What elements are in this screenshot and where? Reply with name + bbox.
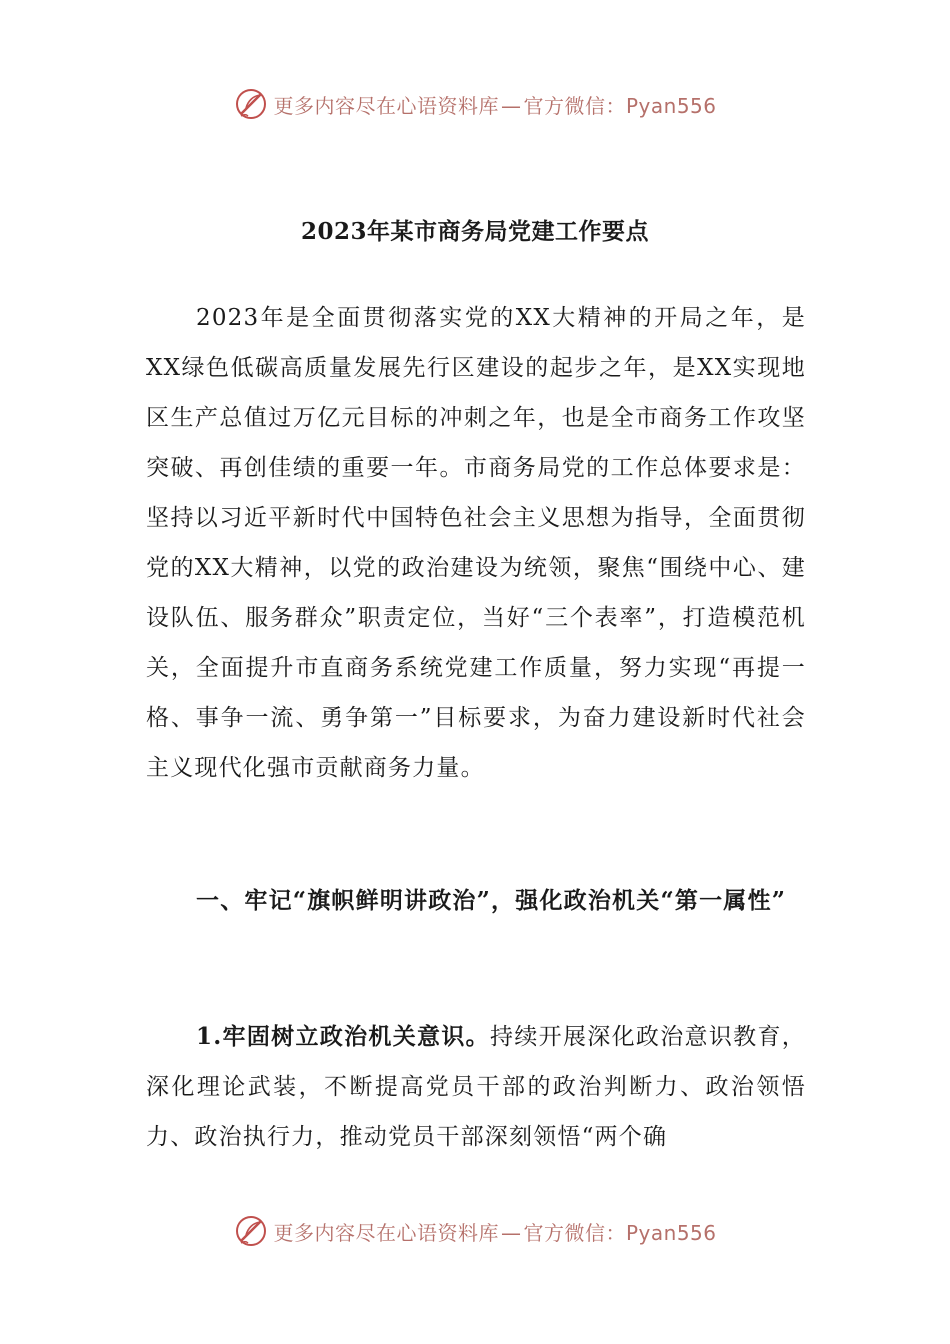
footer-watermark xyxy=(0,1211,950,1251)
watermark-slogan: 更多内容尽在心语资料库 xyxy=(273,93,499,118)
watermark-dash: — xyxy=(500,93,522,118)
item1-lead: 1.牢固树立政治机关意识。 xyxy=(196,1023,490,1050)
quill-logo-icon xyxy=(233,86,269,122)
watermark-dash: — xyxy=(500,1220,522,1245)
intro-paragraph xyxy=(146,293,806,793)
section-heading xyxy=(146,876,806,926)
watermark-slogan: 更多内容尽在心语资料库 xyxy=(273,1220,499,1245)
watermark-label: 官方微信： xyxy=(523,93,626,118)
document-title: 2023年某市商务局党建工作要点 xyxy=(300,218,649,245)
watermark-label: 官方微信： xyxy=(523,1220,626,1245)
intro-text: 2023年是全面贯彻落实党的XX大精神的开局之年，是XX绿色低碳高质量发展先行区建设的起步之年，是XX实现地区生产总值过万亿元目标的冲刺之年，也是全市商务工作攻坚突破、再创佳绩的重要一年。市商务局党的工作总体要求是：坚持以习近平新时代中国特色社会主义思想为指导，全面贯彻党的XX大精神，以党的政治建设为统领，聚焦“围绕中心、建设队伍、服务群众”职责定位，当好“三个表率”，打造模范机关，全面提升市直商务系统党建工作质量，努力实现“再提一格、事争一流、勇争第一”目标要求，为奋力建设新时代社会主义现代化强市贡献商务力量。 xyxy=(146,305,806,781)
section1-heading: 一、牢记“旗帜鲜明讲政治”，强化政治机关“第一属性” xyxy=(196,887,787,914)
item1-text: 持续开展深化政治意识教育，深化理论武装，不断提高党员干部的政治判断力、政治领悟力、政治执行力，推动党员干部深刻领悟“两个确 xyxy=(146,1024,806,1150)
item1-paragraph xyxy=(146,1012,806,1162)
quill-logo-icon xyxy=(233,1213,269,1249)
header-watermark xyxy=(0,84,950,124)
item-paragraph xyxy=(146,1012,806,1162)
watermark-wechat-id: Pyan556 xyxy=(625,93,717,118)
watermark-text xyxy=(273,90,716,119)
watermark-wechat-id: Pyan556 xyxy=(625,1220,717,1245)
watermark-text xyxy=(273,1217,716,1246)
